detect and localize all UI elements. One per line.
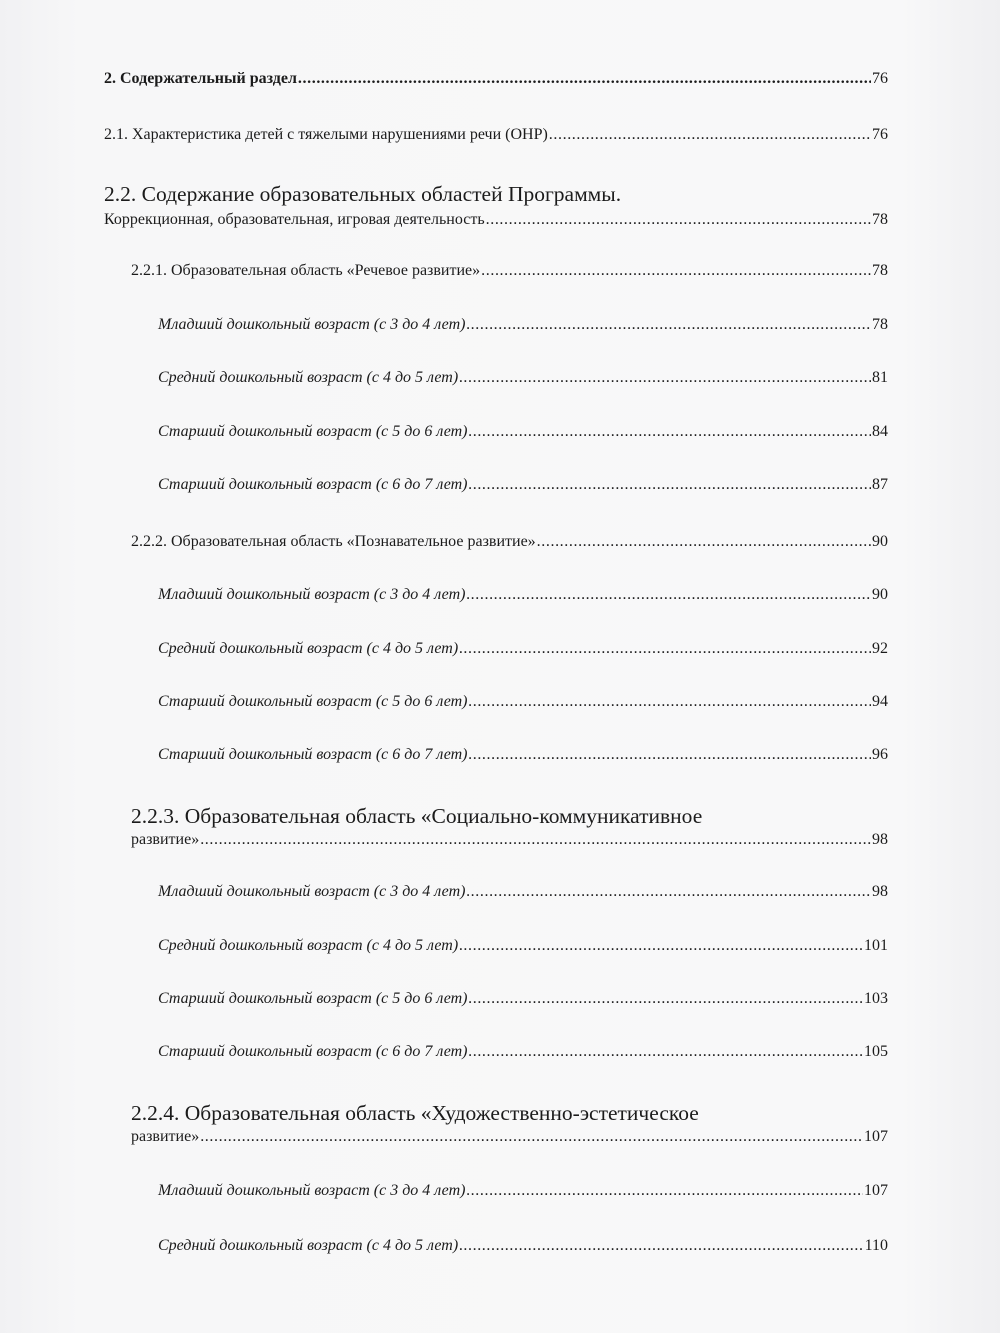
- toc-entry: [104, 211, 888, 229]
- toc-entry-page: 92: [872, 640, 888, 657]
- leader-dots: [466, 586, 871, 604]
- toc-entry: [131, 533, 888, 551]
- toc-entry-title: Младший дошкольный возраст (с 3 до 4 лет): [158, 316, 466, 333]
- toc-entry: [158, 1237, 888, 1255]
- leader-dots: [459, 369, 871, 387]
- toc-entry-title: Коррекционная, образовательная, игровая деятельность: [104, 211, 485, 228]
- leader-dots: [466, 883, 871, 901]
- toc-entry-title: Средний дошкольный возраст (с 4 до 5 лет): [158, 369, 459, 386]
- leader-dots: [200, 1128, 863, 1146]
- toc-entry: [131, 831, 888, 849]
- leader-dots: [469, 423, 872, 441]
- toc-entry-title: Средний дошкольный возраст (с 4 до 5 лет): [158, 1237, 459, 1254]
- leader-dots: [200, 831, 871, 849]
- toc-entry-title: Младший дошкольный возраст (с 3 до 4 лет): [158, 586, 466, 603]
- toc-entry-page: 103: [864, 990, 888, 1007]
- leader-dots: [469, 476, 872, 494]
- leader-dots: [298, 70, 871, 88]
- toc-entry: [158, 746, 888, 764]
- toc-entry-page: 101: [864, 937, 888, 954]
- leader-dots: [459, 1237, 863, 1255]
- toc-entry-title: 2. Содержательный раздел: [104, 70, 297, 87]
- toc-entry-page: 90: [872, 586, 888, 603]
- toc-entry-page: 98: [872, 883, 888, 900]
- leader-dots: [481, 262, 871, 280]
- toc-entry-title: Старший дошкольный возраст (с 5 до 6 лет): [158, 990, 468, 1007]
- toc-entry: [158, 586, 888, 604]
- toc-entry-page: 76: [872, 126, 888, 143]
- toc-entry-title: Старший дошкольный возраст (с 6 до 7 лет): [158, 746, 468, 763]
- toc-entry: [104, 70, 888, 88]
- toc-entry-page: 90: [872, 533, 888, 550]
- toc-entry: [131, 262, 888, 280]
- leader-dots: [549, 126, 871, 144]
- toc-entry-title-line1: 2.2. Содержание образовательных областей Программы.: [104, 182, 622, 206]
- toc-entry: [158, 1182, 888, 1200]
- toc-entry: [158, 476, 888, 494]
- toc-entry-title: развитие»: [131, 1128, 200, 1145]
- toc-entry-title: 2.2.2. Образовательная область «Познавательное развитие»: [131, 533, 536, 550]
- leader-dots: [459, 937, 863, 955]
- toc-entry: [158, 640, 888, 658]
- toc-entry-page: 94: [872, 693, 888, 710]
- leader-dots: [466, 316, 871, 334]
- toc-entry-title: Средний дошкольный возраст (с 4 до 5 лет): [158, 937, 459, 954]
- toc-entry-page: 107: [864, 1182, 888, 1199]
- toc-entry: [158, 1043, 888, 1061]
- toc-entry-title: Средний дошкольный возраст (с 4 до 5 лет): [158, 640, 459, 657]
- leader-dots: [469, 693, 872, 711]
- leader-dots: [469, 990, 864, 1008]
- toc-entry-page: 98: [872, 831, 888, 848]
- toc-entry-page: 78: [872, 211, 888, 228]
- leader-dots: [469, 1043, 864, 1061]
- toc-entry-title: развитие»: [131, 831, 200, 848]
- toc-entry-title: Младший дошкольный возраст (с 3 до 4 лет): [158, 883, 466, 900]
- toc-entry-page: 78: [872, 316, 888, 333]
- toc-entry-title-line1: 2.2.3. Образовательная область «Социально-коммуникативное: [131, 804, 703, 828]
- toc-entry-title: 2.1. Характеристика детей с тяжелыми нарушениями речи (ОНР): [104, 126, 548, 143]
- leader-dots: [486, 211, 871, 229]
- toc-entry: [158, 423, 888, 441]
- leader-dots: [466, 1182, 863, 1200]
- toc-entry-page: 110: [864, 1237, 888, 1254]
- toc-entry-title: 2.2.1. Образовательная область «Речевое развитие»: [131, 262, 481, 279]
- toc-entry-title: Младший дошкольный возраст (с 3 до 4 лет): [158, 1182, 466, 1199]
- toc-entry-title: Старший дошкольный возраст (с 5 до 6 лет): [158, 423, 468, 440]
- toc-entry-page: 81: [872, 369, 888, 386]
- toc-entry: [158, 693, 888, 711]
- toc-entry-page: 78: [872, 262, 888, 279]
- toc-entry-title: Старший дошкольный возраст (с 6 до 7 лет): [158, 1043, 468, 1060]
- toc-entry-page: 96: [872, 746, 888, 763]
- toc-entry-page: 107: [864, 1128, 888, 1145]
- toc-entry: [104, 126, 888, 144]
- toc-entry-title-line1: 2.2.4. Образовательная область «Художественно-эстетическое: [131, 1101, 699, 1125]
- toc-entry-page: 105: [864, 1043, 888, 1060]
- toc-entry-page: 84: [872, 423, 888, 440]
- toc-entry-title: Старший дошкольный возраст (с 5 до 6 лет): [158, 693, 468, 710]
- toc-entry-page: 87: [872, 476, 888, 493]
- toc-entry: [158, 369, 888, 387]
- toc-entry: [158, 883, 888, 901]
- toc-entry: [131, 1128, 888, 1146]
- leader-dots: [537, 533, 871, 551]
- toc-entry-title: Старший дошкольный возраст (с 6 до 7 лет): [158, 476, 468, 493]
- toc-entry-page: 76: [872, 70, 888, 87]
- toc-entry: [158, 937, 888, 955]
- leader-dots: [459, 640, 871, 658]
- toc-entry: [158, 990, 888, 1008]
- toc-entry: [158, 316, 888, 334]
- leader-dots: [469, 746, 872, 764]
